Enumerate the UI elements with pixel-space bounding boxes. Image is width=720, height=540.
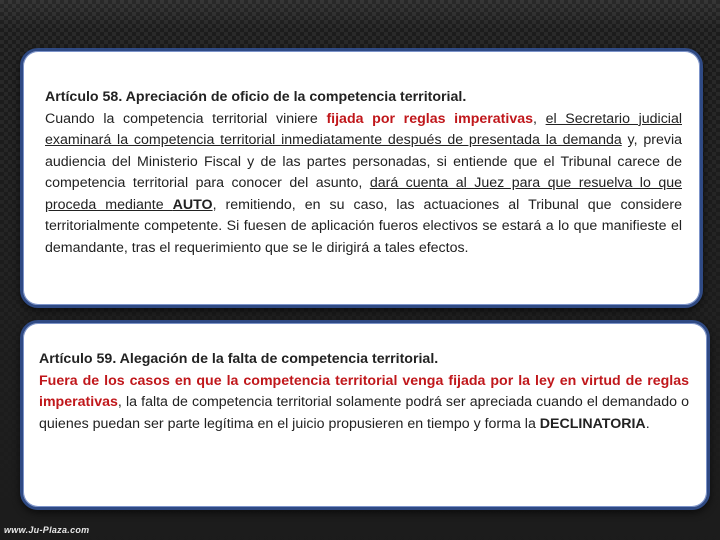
article-58-underline-secretario: el Secretario judicial examinará la competencia territorial inmediatamente después de presentada la demanda [45,110,682,148]
article-59-text [39,349,689,435]
article-58-segment-2: , [533,110,546,127]
article-58-title: Artículo 58. Apreciación de oficio de la competencia territorial. [45,89,467,105]
article-58-segment-3: y, previa audiencia del Ministerio Fiscal y de las partes personadas, si entiende que el Tribunal carece de competencia territorial para conocer del asunto, [45,132,682,191]
article-58-red-phrase: fijada por reglas imperativas [326,110,533,127]
article-58-underline-juez: dará cuenta al Juez para que resuelva lo que proceda mediante [45,175,682,213]
footer-watermark: www.Ju-Plaza.com [4,525,90,535]
article-58-auto: AUTO [172,196,213,213]
article-59-card [20,320,710,510]
article-58-text [45,87,682,259]
article-59-declinatoria: DECLINATORIA [539,415,646,432]
article-59-segment-2: . [645,415,650,432]
article-58-segment-1: Cuando la competencia territorial viniere [45,110,327,127]
article-59-title: Artículo 59. Alegación de la falta de competencia territorial. [39,351,439,367]
header-texture [0,0,720,30]
article-59-segment-1: , la falta de competencia territorial solamente podrá ser apreciada cuando el demandado o quienes puedan ser parte legítima en el juicio propusieren en tiempo y forma la [39,394,689,432]
article-58-segment-4: , remitiendo, en su caso, las actuaciones al Tribunal que considere territorialmente competente. Si fuesen de aplicación fueros electivos se estará a lo que manifieste el demandante, tras el requerimiento que se le dirigirá a tales efectos. [45,196,682,256]
article-58-card [20,48,703,308]
article-59-red-phrase: Fuera de los casos en que la competencia territorial venga fijada por la ley en virtud de reglas imperativas [39,372,689,410]
